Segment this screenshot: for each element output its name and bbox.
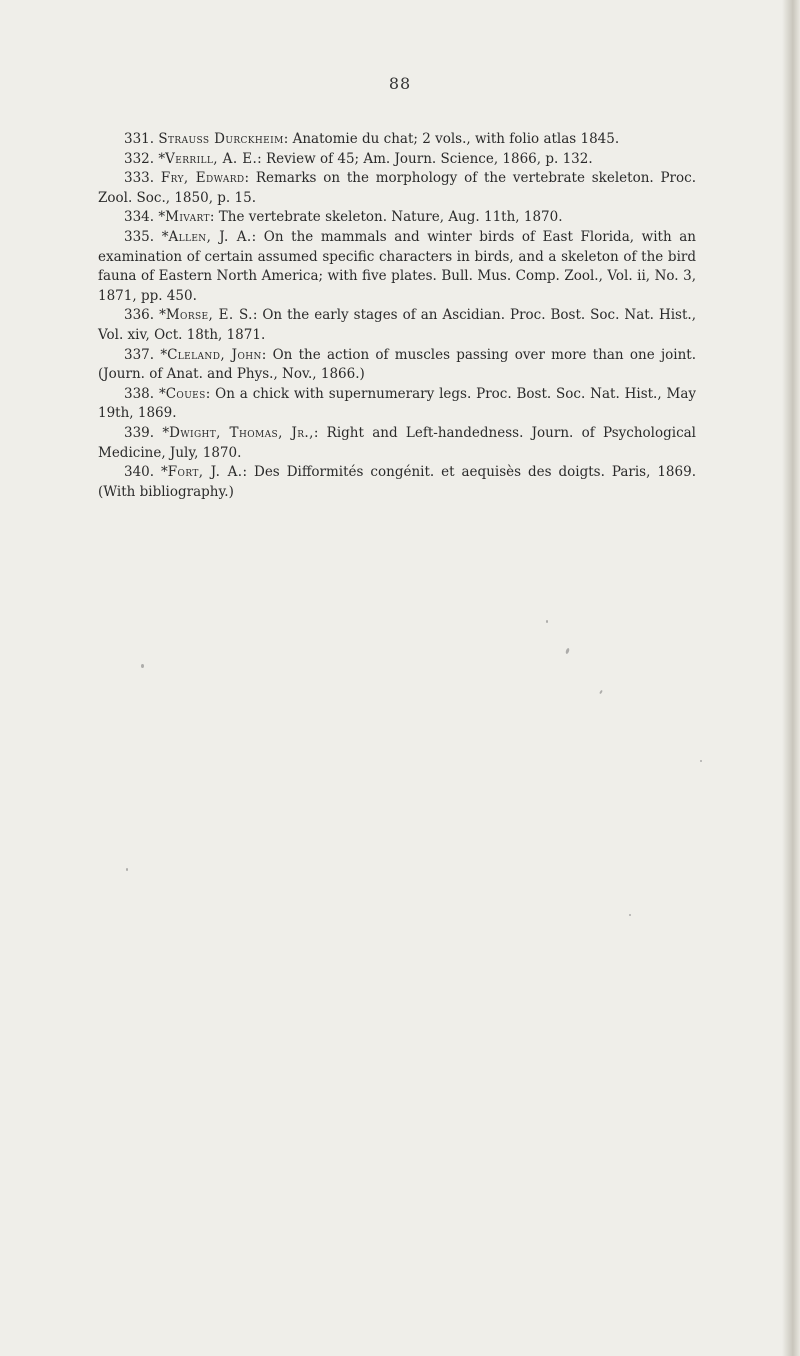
entry-text: On the action of muscles passing over more than one joint. (Journ. of Anat. and Phys., Nov., 1866.) <box>98 346 696 383</box>
paper-speck <box>565 648 570 655</box>
entry-number: 339. <box>124 424 155 441</box>
entry-author: Morse, E. S. <box>165 307 253 324</box>
bibliography-entry <box>98 208 696 228</box>
entry-author: Strauss Durckheim <box>158 131 284 147</box>
entry-separator: : <box>209 209 215 226</box>
entry-separator: : <box>251 228 257 245</box>
bibliography-entry <box>98 463 696 502</box>
bibliography-entry <box>98 228 696 306</box>
bibliography-entry <box>98 385 696 424</box>
entry-number: 332. <box>124 150 155 167</box>
entry-separator: : <box>244 170 250 187</box>
entry-star: * <box>159 307 166 324</box>
entry-number: 337. <box>124 346 155 363</box>
bibliography-entry <box>98 169 696 208</box>
entry-text: On a chick with supernumerary legs. Proc. Bost. Soc. Nat. Hist., May 19th, 1869. <box>98 385 696 422</box>
entry-star: * <box>161 228 169 245</box>
bibliography-entry <box>98 306 696 345</box>
paper-speck <box>546 620 548 623</box>
page-edge-shadow <box>782 0 800 1356</box>
entry-text: On the mammals and winter birds of East Florida, with an examination of certain assumed specific characters in birds, and a skeleton of the bird fauna of Eastern North America; with five plates. Bull. Mus. Comp. Zool., Vol. ii, No. 3, 1871, pp. 450. <box>98 228 697 304</box>
entry-author: Allen, J. A. <box>168 228 252 245</box>
entry-number: 340. <box>124 464 155 481</box>
entry-author: Cleland, John <box>167 346 262 363</box>
entry-separator: : <box>242 464 248 481</box>
entry-separator: : <box>283 131 289 147</box>
entry-text: The vertebrate skeleton. Nature, Aug. 11th, 1870. <box>214 209 563 226</box>
bibliography-entry <box>98 150 696 170</box>
page-number: 88 <box>388 74 412 93</box>
paper-speck <box>126 868 128 871</box>
entry-star: * <box>158 150 166 167</box>
paper-speck <box>599 690 603 694</box>
entry-text: On the early stages of an Ascidian. Proc. Bost. Soc. Nat. Hist., Vol. xiv, Oct. 18th, 1871. <box>98 307 696 343</box>
bibliography-entry <box>98 424 696 463</box>
entry-number: 335. <box>124 228 155 245</box>
entry-number: 333. <box>124 170 155 187</box>
entry-author: Coues <box>165 385 206 402</box>
entry-star: * <box>160 346 168 363</box>
entry-number: 336. <box>124 307 155 324</box>
bibliography-entry <box>98 346 696 385</box>
entry-separator: : <box>261 346 267 363</box>
paper-speck <box>629 914 631 916</box>
entry-star: * <box>162 424 170 441</box>
entry-separator: : <box>313 424 319 441</box>
entry-author: Verrill, A. E. <box>165 150 258 167</box>
entry-number: 331. <box>124 131 155 147</box>
entry-number: 334. <box>124 209 155 226</box>
bibliography-list <box>98 130 696 502</box>
entry-text: Des Difformités congénit. et aequisès des doigts. Paris, 1869. (With bibliography.) <box>98 464 696 500</box>
entry-star: * <box>158 385 166 402</box>
entry-text: Remarks on the morphology of the vertebrate skeleton. Proc. Zool. Soc., 1850, p. 15. <box>98 170 696 206</box>
entry-separator: : <box>252 307 258 324</box>
entry-separator: : <box>205 385 211 402</box>
entry-star: * <box>161 464 168 481</box>
entry-author: Fort, J. A. <box>167 464 243 481</box>
entry-author: Mivart <box>165 209 210 226</box>
entry-author: Fry, Edward <box>160 170 245 187</box>
entry-author: Dwight, Thomas, Jr., <box>169 424 314 441</box>
entry-separator: : <box>257 150 262 167</box>
entry-text: Review of 45; Am. Journ. Science, 1866, p. 132. <box>261 150 593 167</box>
entry-number: 338. <box>124 385 155 402</box>
paper-speck <box>141 664 144 668</box>
paper-speck <box>700 760 702 762</box>
entry-text: Anatomie du chat; 2 vols., with folio atlas 1845. <box>288 131 620 147</box>
entry-star: * <box>158 209 166 226</box>
bibliography-entry <box>98 130 696 150</box>
entry-text: Right and Left-handedness. Journ. of Psychological Medicine, July, 1870. <box>98 424 697 461</box>
